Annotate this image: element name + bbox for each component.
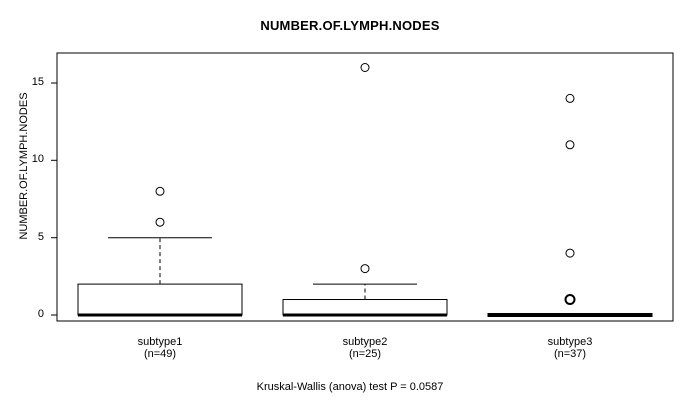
x-tick-label-subtype2: [285, 336, 445, 360]
outlier-point: [566, 94, 574, 102]
box-subtype1: [78, 284, 242, 315]
x-tick-label-subtype3: [490, 336, 650, 360]
outlier-point: [361, 265, 369, 273]
chart-title: NUMBER.OF.LYMPH.NODES: [260, 18, 440, 33]
group-count-subtype1: (n=49): [143, 348, 177, 360]
chart-caption: Kruskal-Wallis (anova) test P = 0.0587: [256, 381, 444, 393]
y-axis-label: NUMBER.OF.LYMPH.NODES: [18, 92, 30, 240]
outlier-point: [566, 249, 574, 257]
y-axis-ticks: [51, 83, 57, 315]
box-group-subtype2: [283, 64, 447, 316]
x-tick-label-subtype1: [80, 336, 240, 360]
box-group-subtype1: [78, 187, 242, 315]
box-subtype2: [283, 300, 447, 316]
outlier-point: [566, 141, 574, 149]
outlier-point: [156, 218, 164, 226]
group-name-subtype1: subtype1: [137, 336, 183, 348]
outlier-point: [156, 187, 164, 195]
y-tick-label-10: 10: [31, 153, 44, 165]
plot-panel-border: [57, 53, 673, 321]
outlier-point: [361, 64, 369, 72]
y-tick-label-0: 0: [37, 308, 44, 320]
group-count-subtype3: (n=37): [553, 348, 587, 360]
group-name-subtype2: subtype2: [342, 336, 388, 348]
y-tick-label-5: 5: [37, 231, 44, 243]
box-group-subtype3: [488, 94, 652, 316]
group-name-subtype3: subtype3: [547, 336, 593, 348]
y-tick-label-15: 15: [31, 76, 44, 88]
outlier-point: [566, 295, 575, 304]
group-count-subtype2: (n=25): [348, 348, 382, 360]
